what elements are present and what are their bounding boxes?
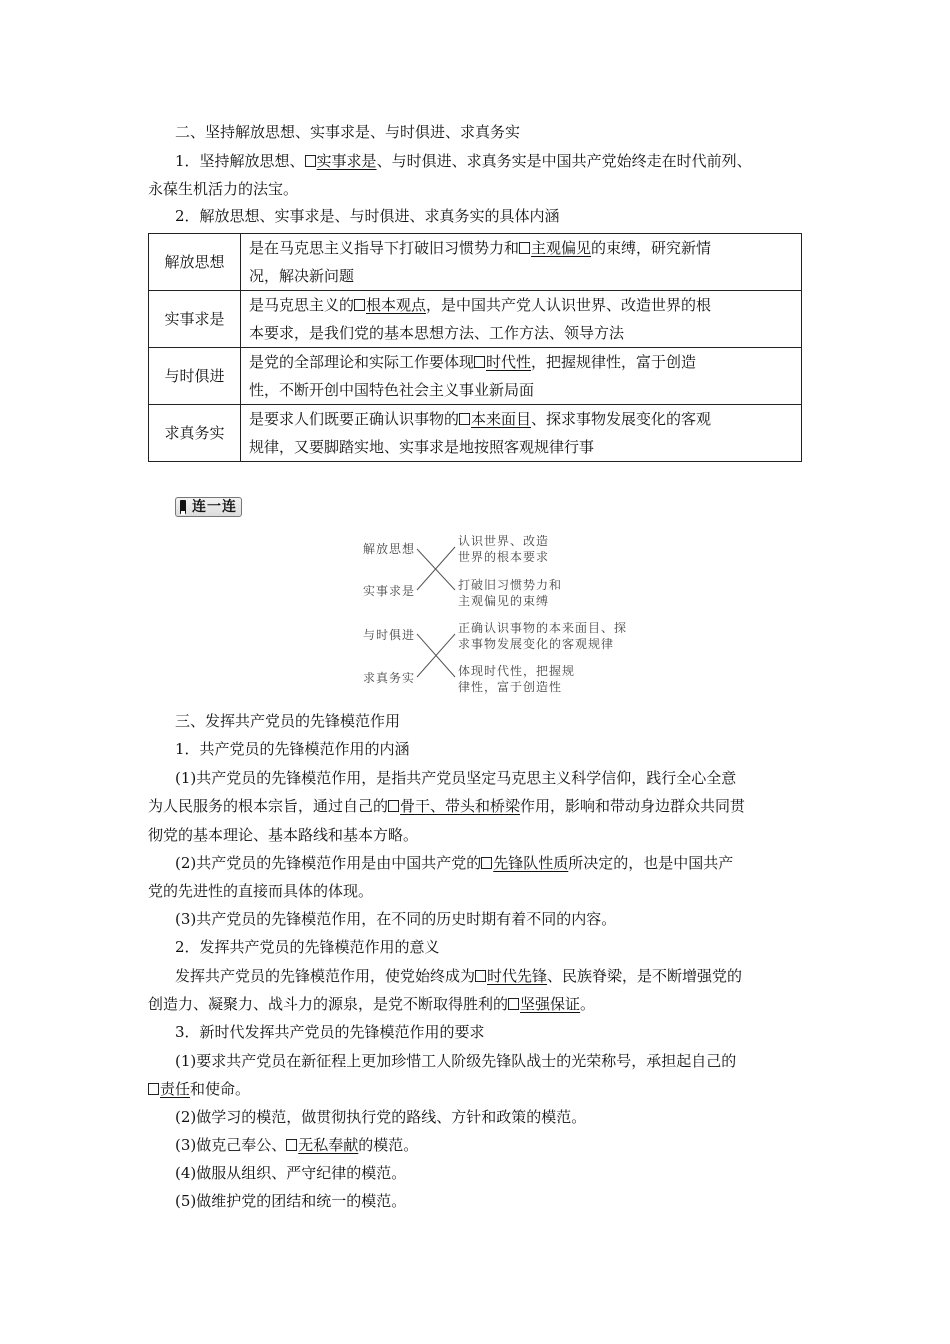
term-cell: 求真务实: [149, 405, 241, 462]
paragraph-line: (5)做维护党的团结和统一的模范。: [175, 1192, 407, 1210]
text-span: 是党的全部理论和实际工作要体现: [249, 353, 475, 371]
match-text: 认识世界、改造: [458, 534, 550, 548]
text-span: 所决定的，也是中国共产: [568, 854, 734, 872]
text-line: 本要求，是我们党的基本思想方法、工作方法、领导方法: [249, 324, 625, 342]
text-span: 是要求人们既要正确认识事物的: [249, 410, 460, 428]
text-span: 作用，影响和带动身边群众共同贯: [520, 797, 746, 815]
paragraph-line: (4)做服从组织、严守纪律的模范。: [175, 1164, 407, 1182]
checkbox-icon: [148, 1083, 159, 1095]
fill-blank: [286, 1136, 358, 1154]
match-text: 打破旧习惯势力和: [458, 578, 563, 592]
checkbox-icon: [508, 998, 519, 1010]
match-right-item: [458, 620, 627, 652]
match-text: 世界的根本要求: [458, 550, 550, 564]
match-text: 正确认识事物的本来面目、探: [458, 621, 628, 635]
fill-text: 时代先锋: [487, 967, 548, 985]
text-span: 是在马克思主义指导下打破旧习惯势力和: [249, 239, 520, 257]
paragraph-line: [148, 1079, 250, 1099]
text-span: 发挥共产党员的先锋模范作用，使党始终成为: [175, 967, 476, 985]
text-span: 是马克思主义的: [249, 296, 355, 314]
text-span: (3)做克己奉公、: [175, 1136, 287, 1154]
match-left-item: 与时俱进: [363, 628, 416, 642]
text-span: 的模范。: [358, 1136, 419, 1154]
paragraph-line: 党的先进性的直接而具体的体现。: [148, 882, 374, 900]
fill-text: 本来面目: [471, 410, 532, 428]
fill-text: 时代性: [486, 353, 532, 371]
term-cell: 与时俱进: [149, 348, 241, 405]
match-text: 求事物发展变化的客观规律: [458, 637, 615, 651]
subsection-heading: 2．解放思想、实事求是、与时俱进、求真务实的具体内涵: [175, 207, 560, 225]
fill-blank: [148, 1080, 190, 1098]
section-heading: 三、发挥共产党员的先锋模范作用: [175, 712, 401, 730]
text-span: 、与时俱进、求真务实是中国共产党始终走在时代前列、: [376, 152, 752, 170]
match-left-item: 解放思想: [363, 542, 416, 556]
text-span: (2)共产党员的先锋模范作用是由中国共产党的: [175, 854, 482, 872]
paragraph-line: [148, 796, 745, 816]
text-line: 况，解决新问题: [249, 267, 355, 285]
text-line: 规律，又要脚踏实地、实事求是地按照客观规律行事: [249, 438, 595, 456]
fill-text: 责任: [160, 1080, 191, 1098]
fill-blank: [508, 995, 580, 1013]
fill-text: 主观偏见: [531, 239, 592, 257]
text-span: 1．坚持解放思想、: [175, 152, 305, 170]
paragraph-line: [175, 966, 742, 986]
checkbox-icon: [475, 970, 486, 982]
section-heading: 二、坚持解放思想、实事求是、与时俱进、求真务实: [175, 123, 521, 141]
fill-text: 无私奉献: [298, 1136, 359, 1154]
text-span: 、探求事物发展变化的客观: [531, 410, 712, 428]
fill-text: 先锋队性质: [493, 854, 569, 872]
term-cell: 实事求是: [149, 291, 241, 348]
text-line: 性，不断开创中国特色社会主义事业新局面: [249, 381, 535, 399]
text-span: ，把握规律性，富于创造: [531, 353, 697, 371]
match-right-item: [458, 533, 549, 565]
tag-label: 连一连: [192, 499, 237, 515]
text-span: 。: [580, 995, 596, 1013]
match-text: 体现时代性，把握规: [458, 664, 576, 678]
paragraph-line: [175, 853, 733, 873]
match-right-item: [458, 663, 575, 695]
subsection-heading: 3．新时代发挥共产党员的先锋模范作用的要求: [175, 1023, 485, 1041]
match-left-item: 实事求是: [363, 584, 416, 598]
subsection-heading: 1．共产党员的先锋模范作用的内涵: [175, 740, 410, 758]
paragraph-line: (1)共产党员的先锋模范作用，是指共产党员坚定马克思主义科学信仰，践行全心全意: [175, 769, 737, 787]
fill-text: 坚强保证: [520, 995, 581, 1013]
paragraph-line: (1)要求共产党员在新征程上更加珍惜工人阶级先锋队战士的光荣称号，承担起自己的: [175, 1052, 737, 1070]
checkbox-icon: [286, 1139, 297, 1151]
text-span: 为人民服务的根本宗旨，通过自己的: [148, 797, 389, 815]
fill-text: 骨干、带头和桥梁: [400, 797, 521, 815]
fill-blank: [388, 797, 520, 815]
paragraph-line: [148, 994, 595, 1014]
match-left-item: 求真务实: [363, 671, 416, 685]
text-span: 的束缚，研究新情: [591, 239, 712, 257]
text-span: 创造力、凝聚力、战斗力的源泉，是党不断取得胜利的: [148, 995, 509, 1013]
checkbox-icon: [481, 857, 492, 869]
checkbox-icon: [388, 800, 399, 812]
paragraph-line: (3)共产党员的先锋模范作用，在不同的历史时期有着不同的内容。: [175, 910, 617, 928]
subsection-heading: 2．发挥共产党员的先锋模范作用的意义: [175, 938, 440, 956]
paragraph-line: 永葆生机活力的法宝。: [148, 180, 299, 198]
text-span: 和使命。: [190, 1080, 251, 1098]
paragraph-line: [175, 1135, 418, 1155]
fill-blank: [475, 967, 547, 985]
fill-text: 实事求是: [316, 152, 377, 170]
term-cell: 解放思想: [149, 234, 241, 291]
match-text: 主观偏见的束缚: [458, 594, 550, 608]
text-span: 、民族脊梁，是不断增强党的: [547, 967, 743, 985]
fill-text: 根本观点: [366, 296, 427, 314]
match-text: 律性，富于创造性: [458, 680, 563, 694]
text-span: ，是中国共产党人认识世界、改造世界的根: [426, 296, 712, 314]
paragraph-line: (2)做学习的模范，做贯彻执行党的路线、方针和政策的模范。: [175, 1108, 587, 1126]
match-right-item: [458, 577, 562, 609]
paragraph-line: 彻党的基本理论、基本路线和基本方略。: [148, 826, 419, 844]
fill-blank: [481, 854, 568, 872]
